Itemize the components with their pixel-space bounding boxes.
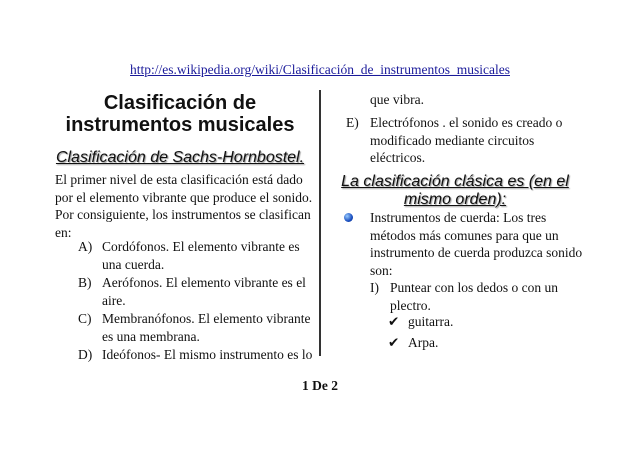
paragraph-line: El primer nivel de esta clasificación está dado xyxy=(55,172,303,187)
list-marker: D) xyxy=(78,347,93,362)
paragraph-line: en: xyxy=(55,224,72,240)
checkmark-icon: ✔ xyxy=(388,314,400,329)
item-line: Electrófonos . el sonido es creado o xyxy=(370,115,563,130)
column-divider xyxy=(319,90,321,356)
source-link[interactable]: http://es.wikipedia.org/wiki/Clasificación_de_instrumentos_musicales xyxy=(130,62,510,77)
list-item-a xyxy=(78,238,300,272)
item-line: Aerófonos. El elemento vibrante es el xyxy=(102,275,306,290)
heading-line: La clasificación clásica es (en el xyxy=(341,173,569,190)
list-marker: A) xyxy=(78,239,93,254)
check-item xyxy=(388,334,439,352)
check-item xyxy=(388,313,454,331)
paragraph-line: Por consiguiente, los instrumentos se clasifican xyxy=(55,207,311,222)
check-text: Arpa. xyxy=(408,335,439,350)
item-line: Puntear con los dedos o con un xyxy=(390,280,558,295)
title-line: instrumentos musicales xyxy=(65,114,295,136)
item-line: aire. xyxy=(102,292,126,308)
list-item-b xyxy=(78,274,306,308)
item-line: Ideófonos- El mismo instrumento es lo xyxy=(102,347,313,362)
item-line: plectro. xyxy=(390,297,431,313)
bullet-line: métodos más comunes para que un xyxy=(370,227,559,243)
item-line: Cordófonos. El elemento vibrante es xyxy=(102,239,300,254)
bullet-line: son: xyxy=(370,262,393,278)
item-line: es una membrana. xyxy=(102,328,200,344)
heading-line: mismo orden): xyxy=(403,191,507,208)
list-item-e xyxy=(346,114,563,165)
paragraph-line: por el elemento vibrante que produce el sonido. xyxy=(55,189,313,205)
page-title xyxy=(55,92,305,136)
roman-item-i xyxy=(370,279,558,313)
list-marker: I) xyxy=(370,280,379,295)
continuation-text: que vibra. xyxy=(370,92,424,107)
intro-paragraph xyxy=(55,171,312,241)
item-line: Membranófonos. El elemento vibrante xyxy=(102,311,311,326)
list-marker: B) xyxy=(78,275,92,290)
list-item-c xyxy=(78,310,311,344)
item-line: eléctricos. xyxy=(370,150,426,165)
bullet-icon xyxy=(344,213,353,222)
check-text: guitarra. xyxy=(408,314,454,329)
bullet-line: instrumento de cuerda produzca sonido xyxy=(370,245,583,260)
item-line: modificado mediante circuitos xyxy=(370,132,535,148)
list-item-d xyxy=(78,346,313,364)
page-number: 1 De 2 xyxy=(302,378,338,393)
item-line: una cuerda. xyxy=(102,256,165,272)
checkmark-icon: ✔ xyxy=(388,335,400,350)
bullet-line: Instrumentos de cuerda: Los tres xyxy=(370,210,547,225)
classic-heading xyxy=(340,173,570,209)
sachs-heading: Clasificación de Sachs-Hornbostel. xyxy=(55,149,305,166)
list-marker: E) xyxy=(346,115,359,130)
list-marker: C) xyxy=(78,311,92,326)
title-line: Clasificación de xyxy=(103,92,257,114)
bullet-item xyxy=(370,209,582,279)
